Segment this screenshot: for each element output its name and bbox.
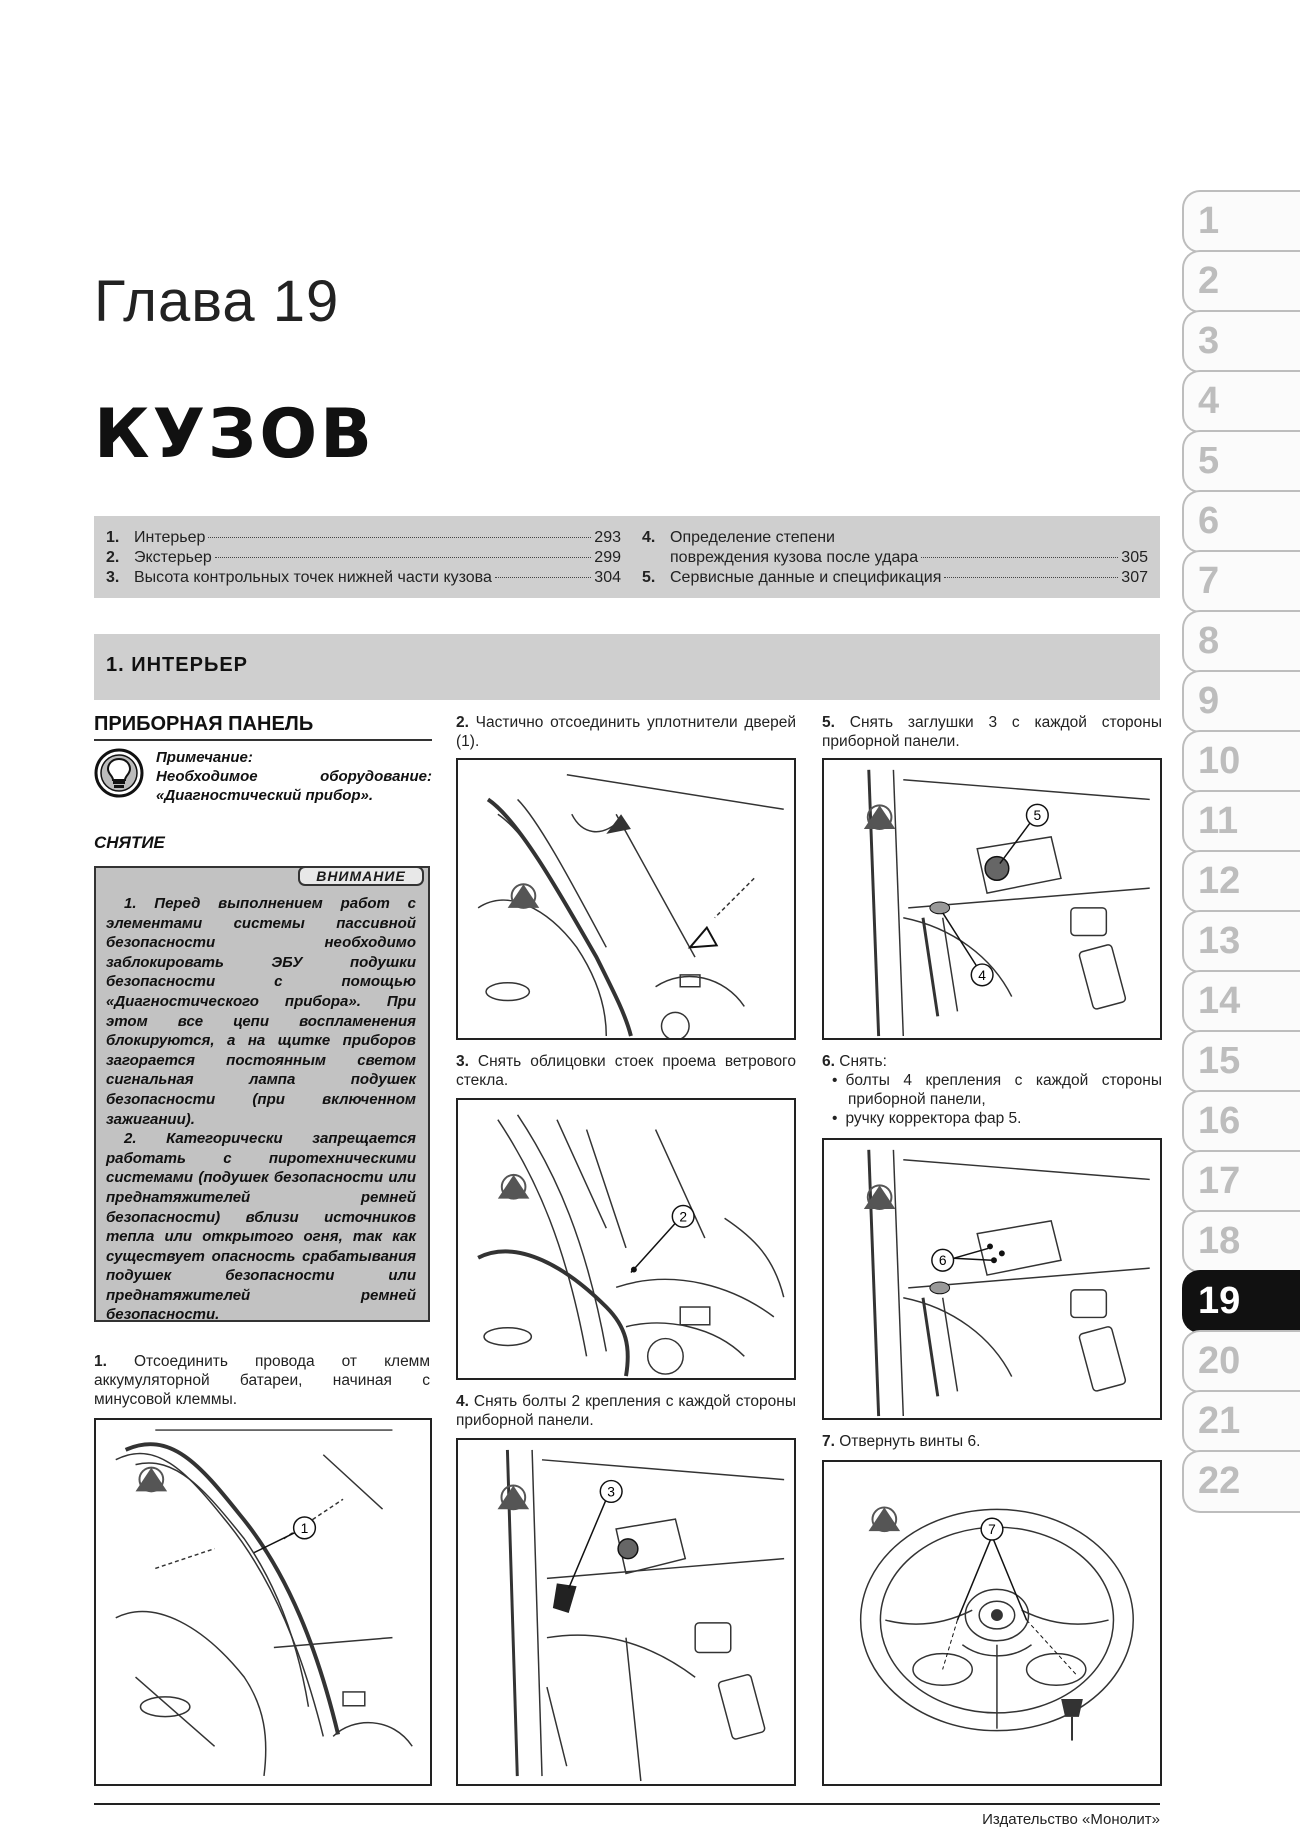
page-number: 305 <box>1121 549 1148 566</box>
page-number: 307 <box>1121 569 1148 586</box>
contents-entry[interactable]: 5. Сервисные данные и спецификация 307 <box>642 569 1148 586</box>
callout-number: 2 <box>679 1209 688 1225</box>
chapter-tab-17[interactable]: 17 <box>1182 1150 1300 1213</box>
figure-step-4 <box>456 1438 796 1786</box>
section-header <box>94 634 1160 700</box>
contents-entry[interactable]: 1. Интерьер 293 <box>106 529 621 546</box>
step-2: 2. Частично отсоединить уплотнители дверей (1). <box>456 714 796 750</box>
figure-step-7 <box>822 1460 1162 1786</box>
callout-number: 3 <box>607 1483 616 1500</box>
contents-entry[interactable]: 3. Высота контрольных точек нижней части кузова 304 <box>106 569 621 586</box>
chapter-tab-19-active[interactable]: 19 <box>1182 1270 1300 1333</box>
chapter-tab-1[interactable]: 1 <box>1182 190 1300 253</box>
contents-right-column <box>642 528 1148 588</box>
dashboard-plug-illustration <box>824 760 1160 1038</box>
dashboard-bolt-illustration <box>458 1440 794 1784</box>
dashboard-bolts-illustration <box>824 1140 1160 1418</box>
note-body: Необходимое оборудование: «Диагностический прибор». <box>156 768 432 804</box>
callout-number: 6 <box>938 1253 947 1269</box>
page-number: 293 <box>594 529 621 546</box>
publisher: Издательство «Монолит» <box>982 1811 1160 1828</box>
list-item: • болты 4 крепления с каждой стороны приборной панели, <box>848 1071 1162 1109</box>
step-3: 3. Снять облицовки стоек проема ветрового стекла. <box>456 1053 796 1089</box>
chapter-label: Глава 19 <box>94 269 340 334</box>
door-seal-illustration <box>96 1420 430 1784</box>
chapter-tab-6[interactable]: 6 <box>1182 490 1300 553</box>
step-4: 4. Снять болты 2 крепления с каждой стороны приборной панели. <box>456 1393 796 1429</box>
chapter-tab-7[interactable]: 7 <box>1182 550 1300 613</box>
step-6-list <box>822 1071 1162 1128</box>
contents-left-column <box>106 528 621 588</box>
step-1: 1. Отсоединить провода от клемм аккумуляторной батареи, начиная с минусовой клеммы. <box>94 1353 430 1408</box>
chapter-tab-5[interactable]: 5 <box>1182 430 1300 493</box>
figure-step-1 <box>94 1418 432 1786</box>
step-5: 5. Снять заглушки 3 с каждой стороны приборной панели. <box>822 714 1163 750</box>
step-6: 6. Снять: • болты 4 крепления с каждой стороны приборной панели, • ручку корректора фар 5. <box>822 1052 1162 1128</box>
warning-paragraph: 2. Категорически запрещается работать с пиротехническими системами (подушек безопасности или преднатяжителей ремней безопасности) вблизи источников тепла или открытого огня, так как существует опасность срабатывания подушек безопасности или преднатяжителей ремней безопасности. <box>106 1130 416 1324</box>
chapter-tab-4[interactable]: 4 <box>1182 370 1300 433</box>
figure-step-3 <box>456 1098 796 1380</box>
chapter-tab-18[interactable]: 18 <box>1182 1210 1300 1273</box>
dot-leader <box>921 557 1118 558</box>
chapter-tab-8[interactable]: 8 <box>1182 610 1300 673</box>
dot-leader <box>944 577 1118 578</box>
chapter-tab-3[interactable]: 3 <box>1182 310 1300 373</box>
chapter-tab-20[interactable]: 20 <box>1182 1330 1300 1393</box>
chapter-tab-11[interactable]: 11 <box>1182 790 1300 853</box>
chapter-tab-21[interactable]: 21 <box>1182 1390 1300 1453</box>
subsection-heading: ПРИБОРНАЯ ПАНЕЛЬ <box>94 713 432 741</box>
callout-number: 4 <box>978 967 986 983</box>
page-number: 304 <box>594 569 621 586</box>
warning-box <box>94 866 430 1322</box>
note-label: Примечание: <box>156 749 253 766</box>
contents-entry[interactable]: 2. Экстерьер 299 <box>106 549 621 566</box>
chapter-tab-14[interactable]: 14 <box>1182 970 1300 1033</box>
chapter-contents <box>94 516 1160 598</box>
section-title: 1. ИНТЕРЬЕР <box>106 654 249 676</box>
figure-step-6 <box>822 1138 1162 1420</box>
figure-step-5 <box>822 758 1162 1040</box>
contents-entry[interactable]: 4. Определение степени <box>642 529 835 546</box>
warning-text <box>106 894 416 1325</box>
page-number: 299 <box>594 549 621 566</box>
step-7: 7. Отвернуть винты 6. <box>822 1433 981 1450</box>
callout-number: 5 <box>1033 808 1042 824</box>
chapter-tab-9[interactable]: 9 <box>1182 670 1300 733</box>
door-seal-pillar-illustration <box>458 760 794 1038</box>
list-item: • ручку корректора фар 5. <box>848 1109 1162 1128</box>
contents-entry-continued[interactable]: повреждения кузова после удара 305 <box>670 549 1148 566</box>
callout-number: 1 <box>300 1519 309 1536</box>
lightbulb-icon <box>94 748 144 798</box>
warning-paragraph: 1. Перед выполнением работ с элементами системы пассивной безопасности необходимо заблокировать ЭБУ подушки безопасности с помощью «Диагностического прибора». При этом все цепи воспламенения блокируются, а на щитке приборов загорается постоянным светом сигнальная лампа подушек безопасности (при включенном зажигании). <box>106 895 416 1128</box>
dot-leader <box>208 537 591 538</box>
removal-heading: СНЯТИЕ <box>94 833 165 852</box>
figure-step-2 <box>456 758 796 1040</box>
note <box>156 748 432 805</box>
windshield-pillar-trim-illustration <box>458 1100 794 1378</box>
dot-leader <box>495 577 591 578</box>
dot-leader <box>215 557 592 558</box>
footer-divider <box>94 1803 1160 1805</box>
chapter-tab-22[interactable]: 22 <box>1182 1450 1300 1513</box>
chapter-tab-2[interactable]: 2 <box>1182 250 1300 313</box>
steering-wheel-illustration <box>824 1462 1160 1784</box>
chapter-tab-16[interactable]: 16 <box>1182 1090 1300 1153</box>
chapter-tab-12[interactable]: 12 <box>1182 850 1300 913</box>
chapter-tab-10[interactable]: 10 <box>1182 730 1300 793</box>
chapter-tab-13[interactable]: 13 <box>1182 910 1300 973</box>
chapter-title: КУЗОВ <box>94 395 375 474</box>
chapter-tab-15[interactable]: 15 <box>1182 1030 1300 1093</box>
warning-label: ВНИМАНИЕ <box>298 866 424 886</box>
callout-number: 7 <box>988 1521 996 1538</box>
